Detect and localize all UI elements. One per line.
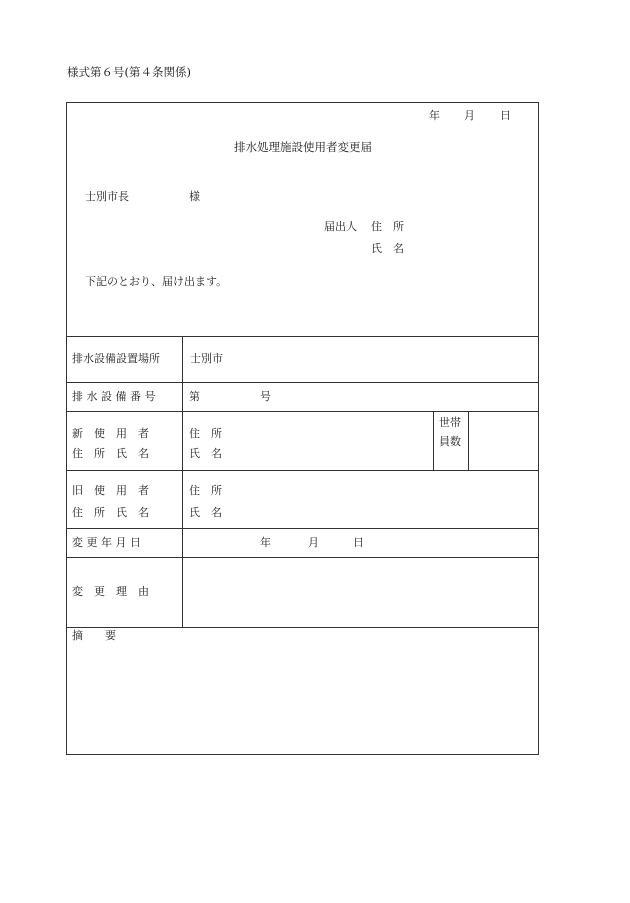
row-divider-2 (66, 382, 539, 383)
row-divider-1 (66, 336, 539, 337)
equipment-number-prefix: 第 (189, 390, 200, 403)
row-divider-6 (66, 557, 539, 558)
old-user-address-label: 住 所 (189, 484, 222, 497)
date-month-label: 月 (464, 109, 475, 122)
new-user-label-line1: 新 使 用 者 (72, 427, 149, 440)
location-value: 士別市 (190, 352, 223, 365)
new-user-address-label: 住 所 (189, 427, 222, 440)
equipment-number-label: 排 水 設 備 番 号 (72, 390, 156, 403)
document-title: 排水処理施設使用者変更届 (234, 140, 372, 154)
household-label-line1: 世帯 (439, 416, 461, 429)
applicant-label: 届出人 (324, 220, 357, 233)
household-left-divider (433, 411, 434, 470)
addressee-name: 士別市長 (85, 190, 129, 203)
old-user-name-label: 氏 名 (189, 506, 222, 519)
change-reason-label: 変 更 理 由 (72, 585, 149, 598)
household-label-line2: 員数 (439, 435, 461, 448)
new-user-label-line2: 住 所 氏 名 (72, 447, 149, 460)
location-label: 排水設備設置場所 (72, 352, 160, 365)
applicant-name-label: 氏 名 (371, 242, 404, 255)
summary-label: 摘 要 (72, 629, 116, 642)
change-date-day: 日 (353, 536, 364, 549)
label-column-divider (182, 336, 183, 627)
change-date-label: 変 更 年 月 日 (72, 536, 141, 549)
addressee-honorific: 様 (189, 190, 200, 203)
old-user-label-line1: 旧 使 用 者 (72, 484, 149, 497)
statement-text: 下記のとおり、届け出ます。 (85, 275, 228, 288)
equipment-number-suffix: 号 (260, 390, 271, 403)
applicant-address-label: 住 所 (371, 220, 404, 233)
date-day-label: 日 (500, 109, 511, 122)
household-right-divider (468, 411, 469, 470)
old-user-label-line2: 住 所 氏 名 (72, 506, 149, 519)
row-divider-7 (66, 627, 539, 628)
date-year-label: 年 (429, 109, 440, 122)
change-date-year: 年 (260, 536, 271, 549)
row-divider-4 (66, 470, 539, 471)
new-user-name-label: 氏 名 (189, 447, 222, 460)
form-number-label: 様式第６号(第４条関係) (67, 65, 191, 79)
row-divider-5 (66, 528, 539, 529)
change-date-month: 月 (308, 536, 319, 549)
